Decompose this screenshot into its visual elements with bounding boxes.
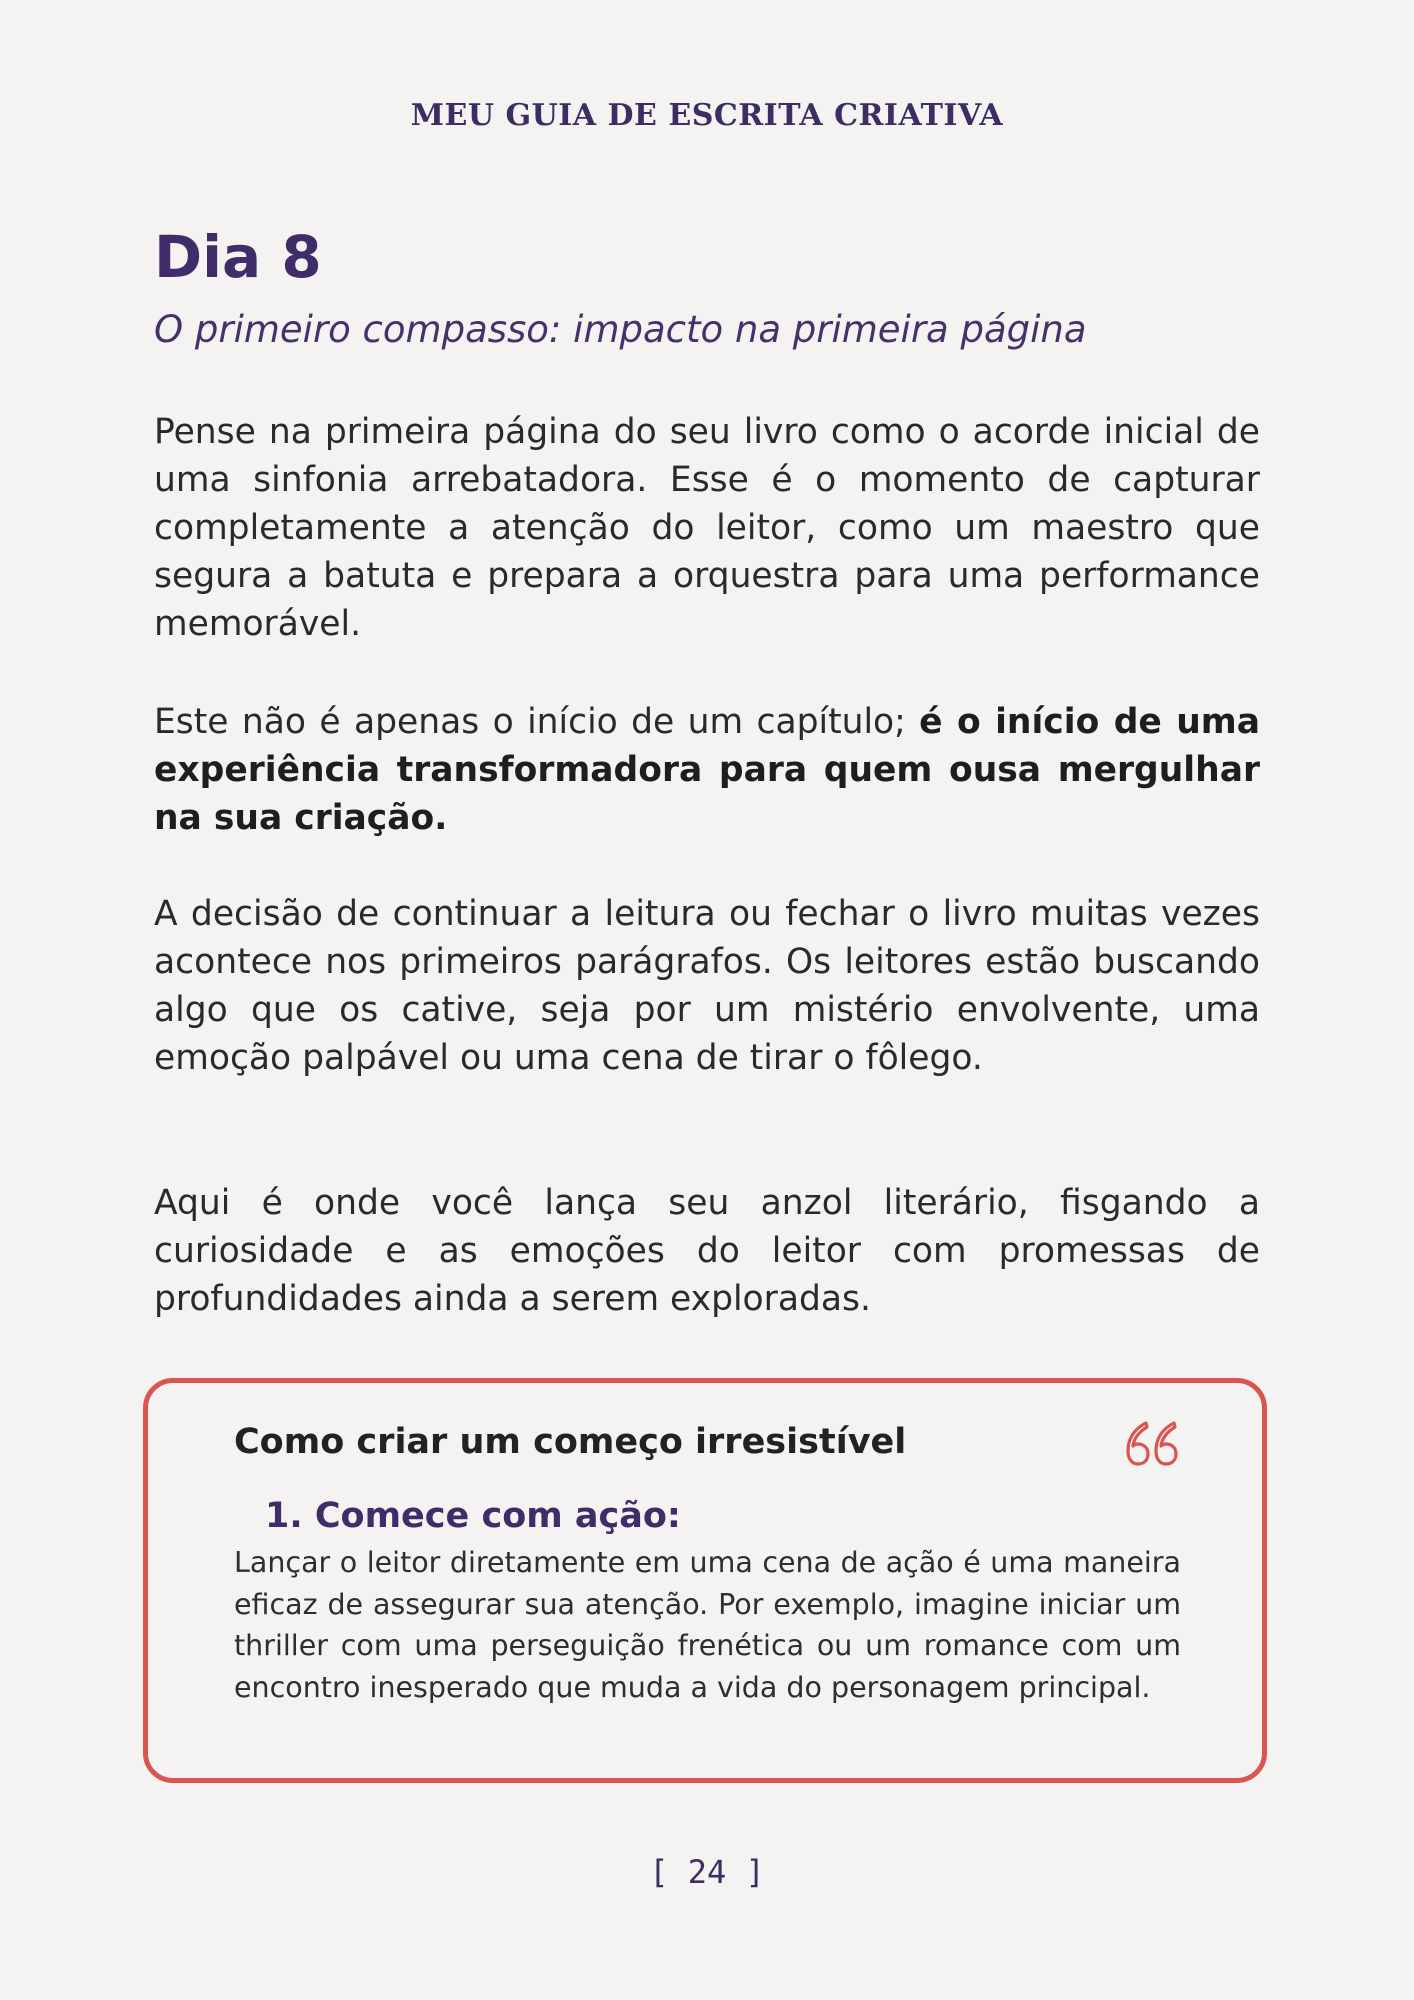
callout-title: Como criar um começo irresistível <box>234 1422 907 1462</box>
body-paragraph-2 <box>154 698 1260 842</box>
callout-item-heading: 1. Comece com ação: <box>265 1496 681 1536</box>
body-paragraph-4: Aqui é onde você lança seu anzol literário, fisgando a curiosidade e as emoções do leitor com promessas de profundidades ainda a serem exploradas. <box>154 1183 1260 1319</box>
paragraph-2-bold-text: é o início de uma experiência transformadora para quem ousa mergulhar na sua criação. <box>154 702 1260 838</box>
chapter-subtitle: O primeiro compasso: impacto na primeira página <box>154 308 1087 351</box>
callout-item-text: Lançar o leitor diretamente em uma cena de ação é uma maneira eficaz de assegurar sua atenção. Por exemplo, imagine iniciar um thriller com uma perseguição frenética ou um romance com um encontro inesperado que muda a vida do personagem principal. <box>234 1546 1181 1704</box>
quote-icon <box>1120 1411 1184 1475</box>
tip-callout-box <box>143 1378 1267 1783</box>
running-header: MEU GUIA DE ESCRITA CRIATIVA <box>410 98 1004 133</box>
page-number: [ 24 ] <box>649 1853 765 1891</box>
body-paragraph-3: A decisão de continuar a leitura ou fechar o livro muitas vezes acontece nos primeiros parágrafos. Os leitores estão buscando algo que os cative, seja por um mistério envolvente, uma emoção palpável ou uma cena de tirar o fôlego. <box>154 894 1260 1078</box>
paragraph-2-regular-text: Este não é apenas o início de um capítulo; <box>154 702 920 742</box>
chapter-title: Dia 8 <box>154 223 322 291</box>
body-paragraph-1: Pense na primeira página do seu livro como o acorde inicial de uma sinfonia arrebatadora. Esse é o momento de capturar completamente a atenção do leitor, como um maestro que segura a batuta e prepara a orquestra para uma performance memorável. <box>154 412 1260 644</box>
